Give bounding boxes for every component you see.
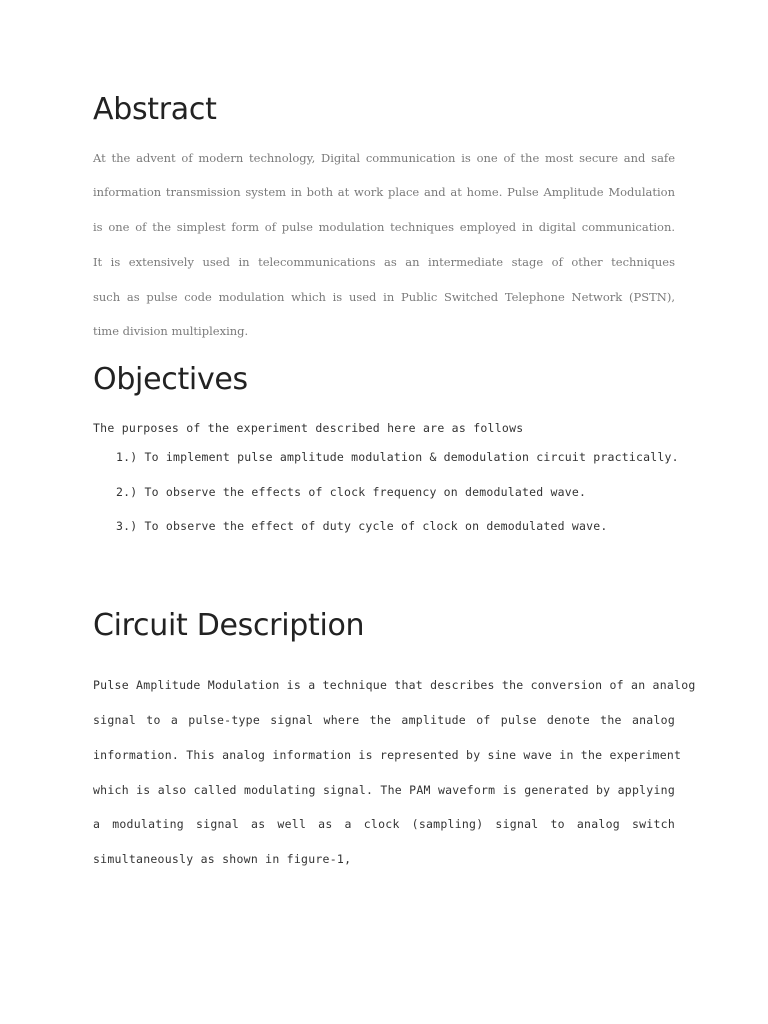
circuit-description-heading: Circuit Description (93, 608, 365, 643)
abstract-line-1: At the advent of modern technology, Digital communication is one of the most secure and safe (93, 151, 675, 165)
objective-item-2: 2.) To observe the effects of clock frequency on demodulated wave. (116, 485, 587, 499)
circuit-line-6: simultaneously as shown in figure-1, (93, 852, 352, 866)
circuit-line-4: which is also called modulating signal. The PAM waveform is generated by applying (93, 783, 675, 797)
abstract-line-3: is one of the simplest form of pulse modulation techniques employed in digital communication. (93, 220, 675, 234)
abstract-line-5: such as pulse code modulation which is used in Public Switched Telephone Network (PSTN), (93, 290, 675, 304)
abstract-heading: Abstract (93, 92, 217, 127)
objectives-heading: Objectives (93, 362, 248, 397)
circuit-line-1: Pulse Amplitude Modulation is a technique that describes the conversion of an analog (93, 678, 696, 692)
abstract-line-6: time division multiplexing. (93, 324, 249, 338)
abstract-line-4: It is extensively used in telecommunications as an intermediate stage of other techniques (93, 255, 675, 269)
objective-item-3: 3.) To observe the effect of duty cycle of clock on demodulated wave. (116, 519, 608, 533)
objective-item-1: 1.) To implement pulse amplitude modulation & demodulation circuit practically. (116, 450, 679, 464)
abstract-line-2: information transmission system in both at work place and at home. Pulse Amplitude Modulation (93, 185, 675, 199)
circuit-line-2: signal to a pulse-type signal where the amplitude of pulse denote the analog (93, 713, 675, 727)
objectives-intro: The purposes of the experiment described here are as follows (93, 421, 524, 435)
circuit-line-3: information. This analog information is represented by sine wave in the experiment (93, 748, 682, 762)
circuit-line-5: a modulating signal as well as a clock (sampling) signal to analog switch (93, 817, 675, 831)
